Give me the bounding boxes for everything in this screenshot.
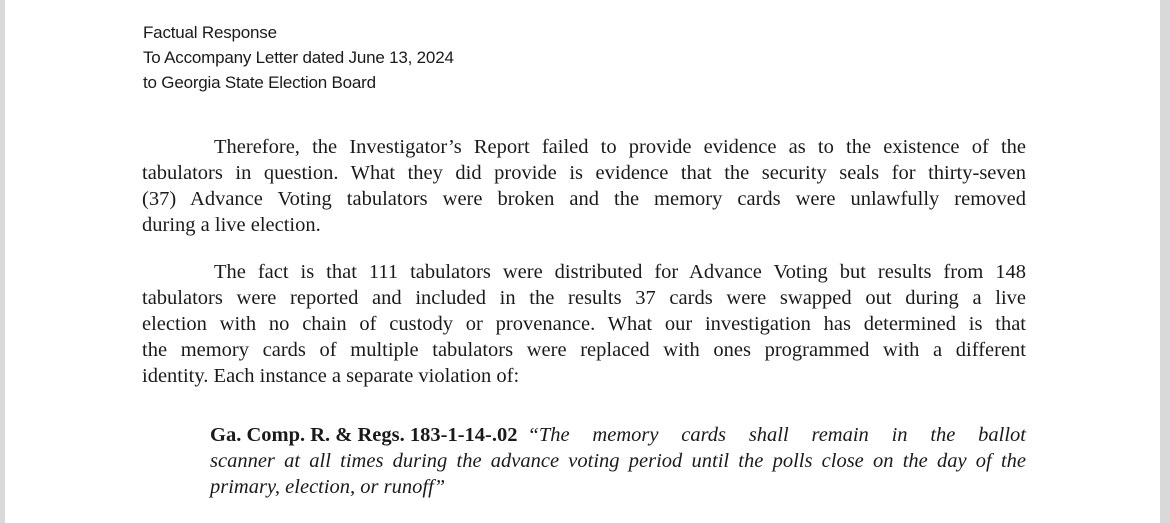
header-recipient: to Georgia State Election Board <box>143 73 376 92</box>
header-subtitle: To Accompany Letter dated June 13, 2024 <box>143 48 454 67</box>
paragraph-1-line: (37) Advance Voting tabulators were broken and the memory cards were unlawfully removed <box>142 188 1026 210</box>
header-title: Factual Response <box>143 23 277 42</box>
paragraph-2-line: identity. Each instance a separate violation of: <box>142 365 520 387</box>
citation-line <box>210 424 1026 447</box>
paragraph-1-line: Therefore, the Investigator’s Report failed to provide evidence as to the existence of the <box>214 136 1026 158</box>
paragraph-2-line: tabulators were reported and included in the results 37 cards were swapped out during a live <box>142 287 1026 309</box>
paragraph-1-line: tabulators in question. What they did provide is evidence that the security seals for thirty-seven <box>142 162 1026 184</box>
citation-reference: Ga. Comp. R. & Regs. 183-1-14-.02 <box>210 424 518 446</box>
paragraph-1-line: during a live election. <box>142 214 321 236</box>
citation-quote: primary, election, or runoff” <box>210 476 446 498</box>
citation-quote: “The memory cards shall remain in the ballot <box>527 424 1026 446</box>
paragraph-2-line: The fact is that 111 tabulators were distributed for Advance Voting but results from 148 <box>214 261 1026 283</box>
paragraph-2-line: the memory cards of multiple tabulators were replaced with ones programmed with a different <box>142 339 1026 361</box>
paragraph-2-line: election with no chain of custody or provenance. What our investigation has determined is that <box>142 313 1026 335</box>
citation-quote: scanner at all times during the advance voting period until the polls close on the day of the <box>210 450 1026 472</box>
document-page <box>5 0 1160 523</box>
